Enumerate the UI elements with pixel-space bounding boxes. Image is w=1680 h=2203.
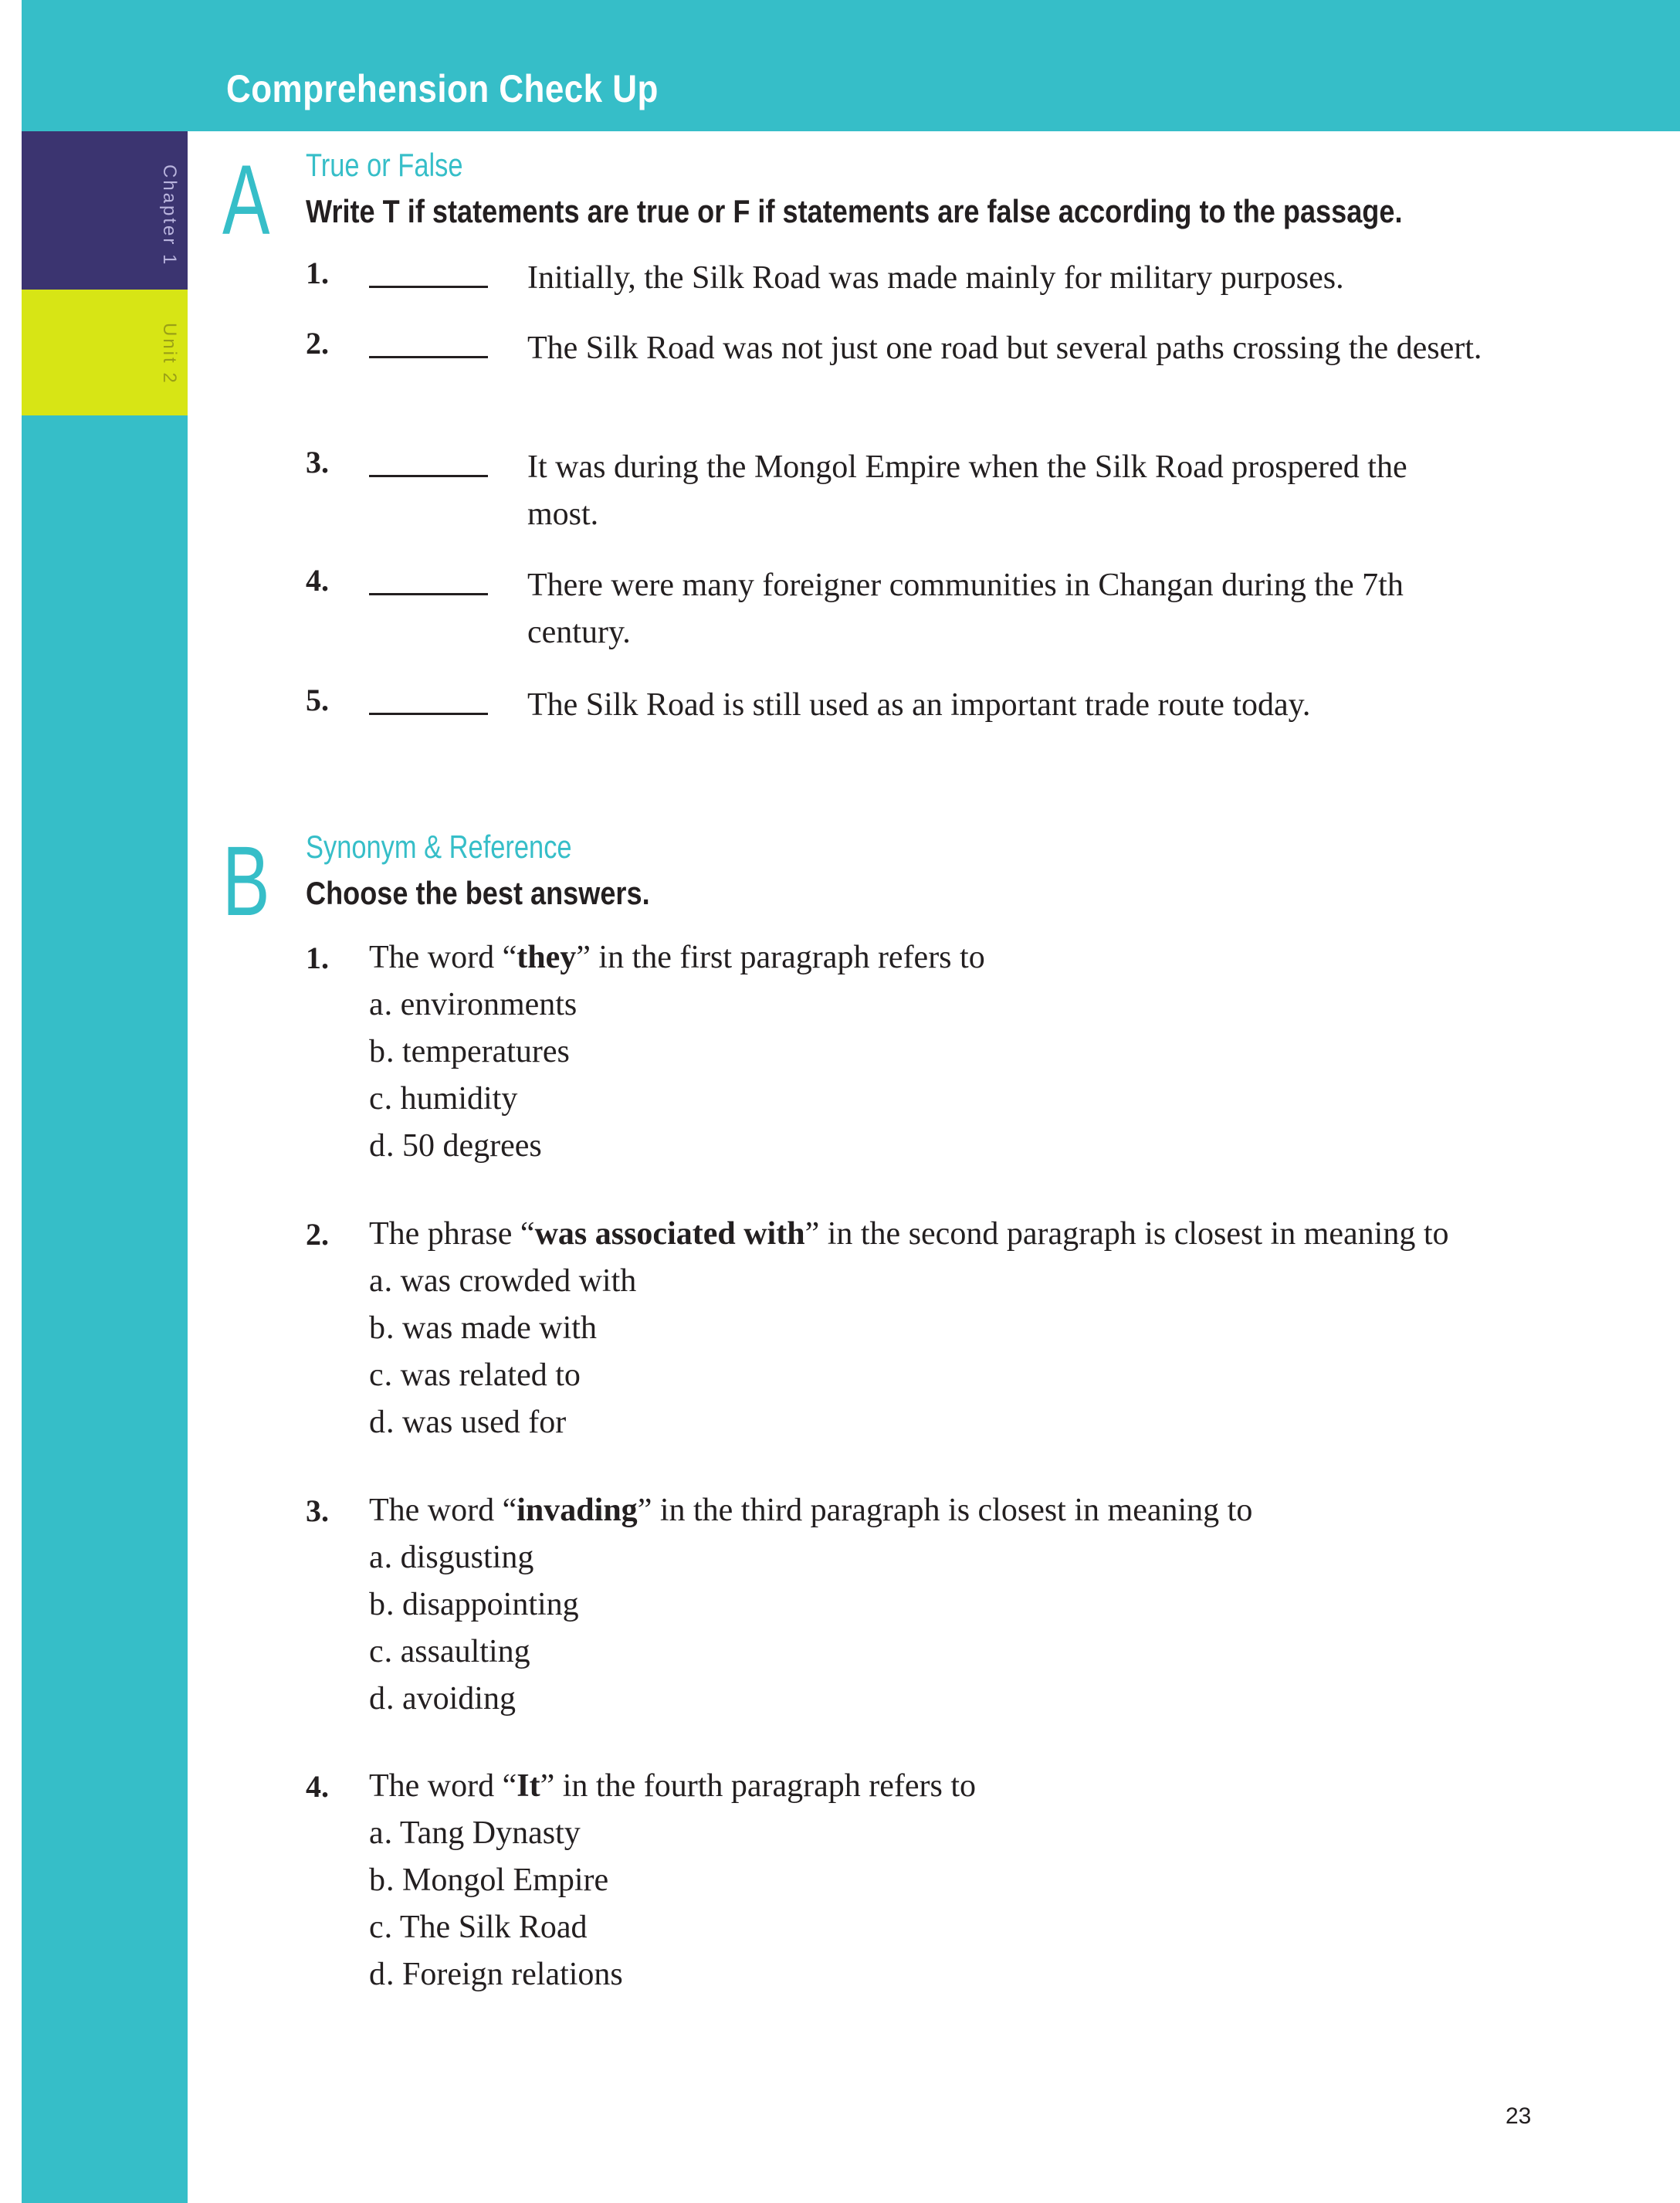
option-list <box>369 1258 636 1446</box>
stem-keyword: It <box>517 1768 540 1804</box>
answer-option[interactable]: b. Mongol Empire <box>369 1862 609 1898</box>
chapter-label: Chapter 1 <box>159 164 180 267</box>
option-text: The Silk Road <box>399 1910 588 1945</box>
answer-option[interactable]: b. temperatures <box>369 1034 570 1069</box>
option-letter: c <box>369 1081 384 1117</box>
option-text: disgusting <box>400 1540 534 1575</box>
option-text: was used for <box>402 1405 567 1440</box>
option-text: assaulting <box>400 1634 530 1669</box>
option-letter: d <box>369 1681 386 1717</box>
section-a-letter: A <box>222 145 270 256</box>
tf-item-number: 2. <box>306 326 329 361</box>
answer-option[interactable]: c. was related to <box>369 1357 581 1393</box>
stem-suffix: ” in the third paragraph is closest in meaning to <box>637 1493 1253 1528</box>
answer-blank[interactable] <box>369 286 488 288</box>
section-b-subtitle: Synonym & Reference <box>306 829 572 865</box>
unit-label: Unit 2 <box>159 323 180 385</box>
option-text: humidity <box>400 1081 518 1117</box>
answer-option[interactable]: d. was used for <box>369 1405 567 1440</box>
option-letter: d <box>369 1128 386 1164</box>
stem-suffix: ” in the first paragraph refers to <box>576 940 985 975</box>
option-text: was made with <box>402 1310 597 1346</box>
option-letter: a <box>369 1263 384 1299</box>
option-letter: c <box>369 1634 384 1669</box>
option-text: Tang Dynasty <box>399 1815 581 1851</box>
option-text: was related to <box>400 1357 581 1393</box>
page-title: Comprehension Check Up <box>226 67 659 110</box>
tf-item-statement: Initially, the Silk Road was made mainly for military purposes. <box>527 260 1344 296</box>
left-margin-bar <box>22 131 188 2203</box>
tf-item-statement: The Silk Road is still used as an important trade route today. <box>527 687 1311 723</box>
question-stem <box>369 1487 1252 1534</box>
option-text: Foreign relations <box>402 1957 623 1992</box>
question-number: 2. <box>306 1217 329 1252</box>
option-text: avoiding <box>402 1681 516 1717</box>
question-number: 4. <box>306 1769 329 1804</box>
answer-option[interactable]: b. disappointing <box>369 1587 579 1622</box>
tf-item-number: 5. <box>306 683 329 717</box>
section-b-instruction: Choose the best answers. <box>306 875 650 911</box>
option-letter: c <box>369 1357 384 1393</box>
option-letter: a <box>369 1540 384 1575</box>
option-text: 50 degrees <box>402 1128 542 1164</box>
section-a-subtitle: True or False <box>306 147 463 183</box>
option-text: was crowded with <box>400 1263 637 1299</box>
option-letter: d <box>369 1957 386 1992</box>
answer-option[interactable]: a. disgusting <box>369 1540 534 1575</box>
answer-option[interactable]: c. humidity <box>369 1081 518 1117</box>
tf-item-number: 4. <box>306 563 329 598</box>
option-list <box>369 1810 623 1998</box>
answer-blank[interactable] <box>369 356 488 358</box>
option-letter: a <box>369 1815 384 1851</box>
tf-item-statement: The Silk Road was not just one road but several paths crossing the desert. <box>527 330 1482 366</box>
answer-option[interactable]: b. was made with <box>369 1310 597 1346</box>
option-letter: b <box>369 1310 386 1346</box>
answer-option[interactable]: a. was crowded with <box>369 1263 637 1299</box>
answer-option[interactable]: d. avoiding <box>369 1681 516 1717</box>
stem-suffix: ” in the second paragraph is closest in meaning to <box>804 1216 1449 1252</box>
option-letter: b <box>369 1034 386 1069</box>
stem-keyword: was associated with <box>534 1216 805 1252</box>
question-stem <box>369 1763 976 1810</box>
stem-keyword: invading <box>517 1493 638 1528</box>
section-a-instruction: Write T if statements are true or F if statements are false according to the passage. <box>306 193 1403 229</box>
answer-blank[interactable] <box>369 593 488 595</box>
option-letter: b <box>369 1587 386 1622</box>
stem-prefix: The word “ <box>369 1493 517 1528</box>
option-letter: c <box>369 1910 384 1945</box>
answer-option[interactable]: c. The Silk Road <box>369 1910 588 1945</box>
option-list <box>369 981 577 1170</box>
section-b-letter: B <box>222 826 270 937</box>
page-number: 23 <box>1506 2103 1532 2129</box>
question-number: 3. <box>306 1493 329 1528</box>
option-letter: a <box>369 987 384 1022</box>
answer-option[interactable]: d. Foreign relations <box>369 1957 623 1992</box>
option-text: Mongol Empire <box>402 1862 609 1898</box>
option-list <box>369 1534 579 1723</box>
option-text: temperatures <box>402 1034 570 1069</box>
option-text: environments <box>400 987 578 1022</box>
answer-option[interactable]: a. environments <box>369 987 578 1022</box>
answer-blank[interactable] <box>369 475 488 477</box>
answer-option[interactable]: a. Tang Dynasty <box>369 1815 581 1851</box>
stem-prefix: The word “ <box>369 1768 517 1804</box>
option-text: disappointing <box>402 1587 579 1622</box>
question-stem <box>369 1211 1449 1258</box>
stem-keyword: they <box>517 940 577 975</box>
stem-suffix: ” in the fourth paragraph refers to <box>540 1768 977 1804</box>
answer-option[interactable]: c. assaulting <box>369 1634 530 1669</box>
option-letter: d <box>369 1405 386 1440</box>
tf-item-statement: It was during the Mongol Empire when the Silk Road prospered the most. <box>527 449 1407 532</box>
tf-item-statement: There were many foreigner communities in Changan during the 7th century. <box>527 568 1404 650</box>
tf-item-number: 3. <box>306 445 329 480</box>
answer-option[interactable]: d. 50 degrees <box>369 1128 542 1164</box>
header-bar <box>22 0 1680 131</box>
tf-item-number: 1. <box>306 256 329 290</box>
question-stem <box>369 934 985 981</box>
stem-prefix: The phrase “ <box>369 1216 535 1252</box>
question-number: 1. <box>306 941 329 975</box>
answer-blank[interactable] <box>369 713 488 715</box>
stem-prefix: The word “ <box>369 940 517 975</box>
option-letter: b <box>369 1862 386 1898</box>
